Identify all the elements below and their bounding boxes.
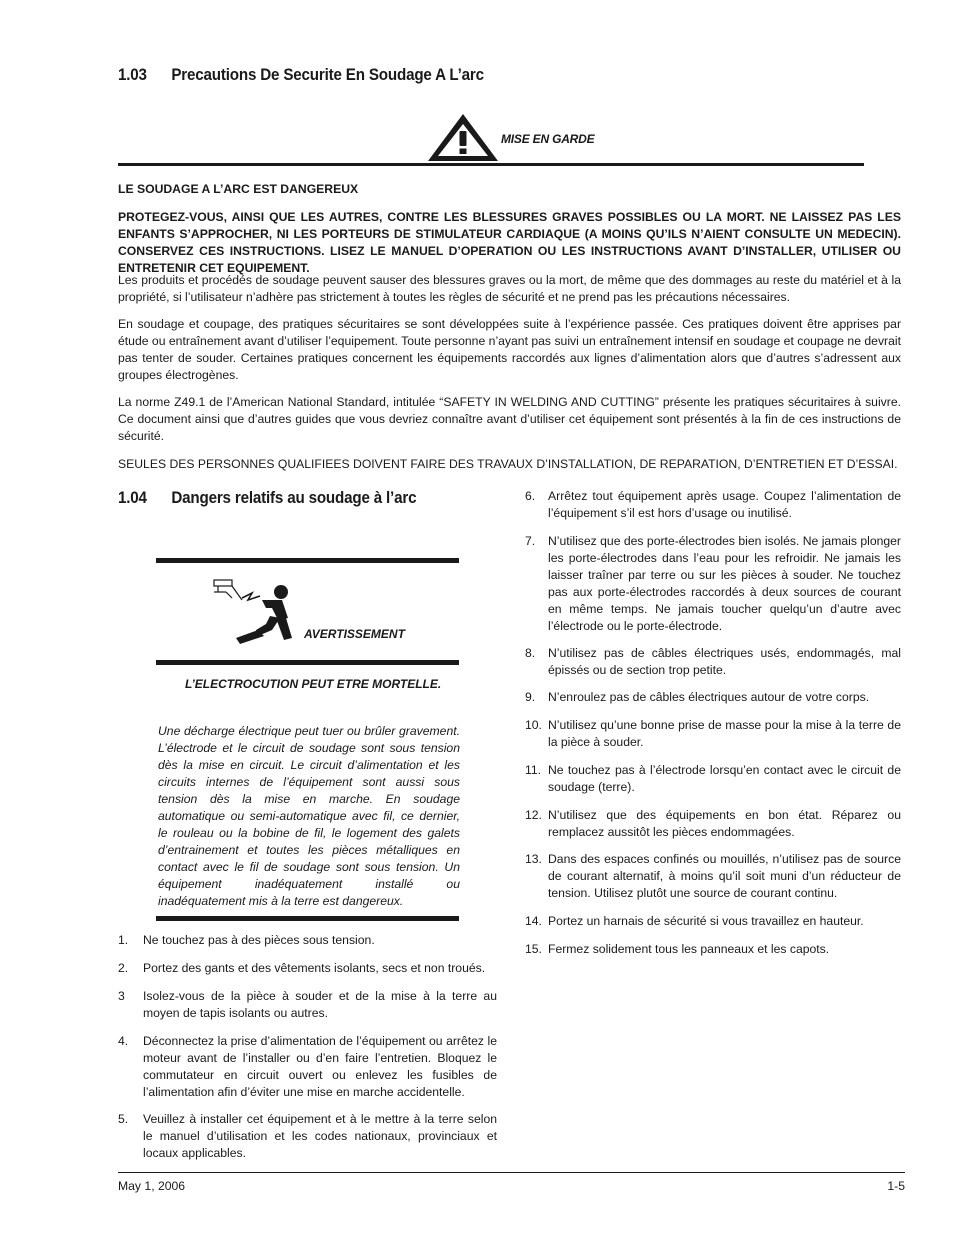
- list-text: Isolez-vous de la pièce à souder et de la mise à la terre au moyen de tapis isolants ou autres.: [143, 989, 497, 1020]
- list-text: Dans des espaces confinés ou mouillés, n’utilisez pas de source de courant alternatif, à moins qu’il soit muni d’un réducteur de tension. Utilisez plutôt une source de courant continu.: [548, 852, 901, 900]
- list-text: N’utilisez qu’une bonne prise de masse pour la mise à la terre de la pièce à souder.: [548, 718, 901, 749]
- list-text: N’enroulez pas de câbles électriques autour de votre corps.: [548, 690, 870, 704]
- list-text: Ne touchez pas à des pièces sous tension.: [143, 933, 375, 947]
- avertissement-label: AVERTISSEMENT: [304, 627, 405, 641]
- list-text: Portez un harnais de sécurité si vous travaillez en hauteur.: [548, 914, 864, 928]
- page-number: 1-5: [887, 1179, 905, 1193]
- warning-banner: [118, 112, 864, 170]
- section-number: 1.04: [118, 489, 147, 507]
- list-text: Ne touchez pas à l’électrode lorsqu’en contact avec le circuit de soudage (terre).: [548, 763, 901, 794]
- list-text: Fermez solidement tous les panneaux et les capots.: [548, 942, 830, 956]
- footer-rule: [118, 1172, 905, 1173]
- list-text: Portez des gants et des vêtements isolants, secs et non troués.: [143, 961, 486, 975]
- box-mid-rule: [156, 660, 459, 665]
- list-number: 1.: [118, 933, 129, 947]
- bold-warning-paragraph: PROTEGEZ-VOUS, AINSI QUE LES AUTRES, CONTRE LES BLESSURES GRAVES POSSIBLES OU LA MORT. NE LAISSEZ PAS LES ENFANTS S’APPROCHER, NI LES PORTEURS DE STIMULATEUR CARDIAQUE (A MOINS QU’ILS N’AIENT CONSULTE UN MEDECIN). CONSERVEZ CES INSTRUCTIONS. LISEZ LE MANUEL D’OPERATION OU LES INSTRUCTIONS AVANT D’INSTALLER, UTILISER OU ENTRETENIR CET EQUIPEMENT.: [118, 210, 901, 275]
- electrocution-title: L’ELECTROCUTION PEUT ETRE MORTELLE.: [185, 677, 442, 691]
- list-text: Déconnectez la prise d’alimentation de l’équipement ou arrêtez le moteur avant de l’installer ou d’en faire l’entretien. Bloquez le commutateur en circuit ouvert ou enlevez les fusibles de l’alimentation afin d’éviter une mise en marche accidentelle.: [143, 1034, 497, 1099]
- list-number: 4.: [118, 1034, 129, 1048]
- electrocution-body: Une décharge électrique peut tuer ou brûler gravement. L’électrode et le circuit de soudage sont sous tension dès la mise en circuit. Le circuit d’alimentation et les circuits internes de l’équipement sont aussi sous tension dès la mise en marche. En soudage automatique ou semi-automatique avec fil, ce dernier, le rouleau ou la bobine de fil, le logement des galets d’entrainement et toutes les pièces métalliques en contact avec le fil de soudage sont sous tension. Un équipement inadéquatement installé ou inadéquatement mis à la terre est dangereux.: [158, 724, 460, 908]
- list-text: Veuillez à installer cet équipement et à le mettre à la terre selon le manuel d’utilisation et les codes nationaux, provinciaux et locaux applicables.: [143, 1112, 497, 1160]
- list-text: N’utilisez pas de câbles électriques usés, endommagés, mal épissés ou de section trop petite.: [548, 646, 901, 677]
- paragraph: La norme Z49.1 de l’American National Standard, intitulée “SAFETY IN WELDING AND CUTTING” présente les pratiques sécuritaires à suivre. Ce document ainsi que d’autres guides que vous devriez connaître avant d’utiliser cet équipement sont présentés à la fin de ces instructions de sécurité.: [118, 395, 901, 443]
- list-number: 13.: [525, 852, 542, 866]
- list-number: 15.: [525, 942, 542, 956]
- list-number: 3: [118, 989, 125, 1003]
- box-bottom-rule: [156, 916, 459, 921]
- warning-label: MISE EN GARDE: [501, 132, 595, 146]
- list-text: N’utilisez que des équipements en bon état. Réparez ou remplacez aussitôt les pièces endommagées.: [548, 808, 901, 839]
- paragraph: Les produits et procédés de soudage peuvent sauser des blessures graves ou la mort, de même que des dommages au reste du matériel et à la propriété, si l’utilisateur n’adhère pas strictement à toutes les règles de sécurité et ne prend pas les précautions nécessaires.: [118, 273, 901, 304]
- list-number: 9.: [525, 690, 536, 704]
- section-103-heading: [118, 66, 484, 85]
- section-104-heading: [118, 489, 416, 508]
- list-number: 14.: [525, 914, 542, 928]
- footer-date: May 1, 2006: [118, 1179, 186, 1193]
- section-title: Precautions De Securite En Soudage A L’arc: [171, 66, 484, 84]
- section-number: 1.03: [118, 66, 147, 84]
- paragraph: En soudage et coupage, des pratiques sécuritaires se sont développées suite à l’expérience passée. Ces pratiques doivent être apprises par étude ou entraînement avant d’utiliser l’equipement. Toute personne n’ayant pas suivi un entraînement intensif en soudage et coupage ne devrait pas tenter de souder. Certaines pratiques concernent les équipements raccordés aux lignes d’alimentation alors que d’autres s’adressent aux groupes électrogènes.: [118, 317, 901, 382]
- list-number: 7.: [525, 534, 536, 548]
- list-number: 8.: [525, 646, 536, 660]
- warning-triangle-icon: [426, 112, 500, 162]
- list-number: 6.: [525, 489, 536, 503]
- list-number: 2.: [118, 961, 129, 975]
- list-text: N’utilisez que des porte-électrodes bien isolés. Ne jamais plonger les porte-électrodes dans l’eau pour les refroidir. Ne jamais les laisser traîner par terre ou sur les pièces à souder. Ne touchez pas aux porte-électrodes raccordés à deux sources de courant en même temps. Ne jamais toucher quelqu’un d’autre avec l’électrode ou le porte-électrode.: [548, 534, 901, 633]
- divider: [118, 163, 864, 166]
- box-top-rule: [156, 558, 459, 563]
- list-number: 11.: [525, 763, 542, 777]
- list-number: 10.: [525, 718, 542, 732]
- danger-heading: LE SOUDAGE A L’ARC EST DANGEREUX: [118, 182, 359, 196]
- electric-shock-icon: [212, 578, 298, 644]
- section-title: Dangers relatifs au soudage à l’arc: [171, 489, 417, 507]
- paragraph: SEULES DES PERSONNES QUALIFIEES DOIVENT FAIRE DES TRAVAUX D’INSTALLATION, DE REPARATION, D’ENTRETIEN ET D’ESSAI.: [118, 457, 898, 471]
- list-number: 5.: [118, 1112, 129, 1126]
- list-number: 12.: [525, 808, 542, 822]
- list-text: Arrêtez tout équipement après usage. Coupez l’alimentation de l’équipement s’il est hors d’usage ou inutilisé.: [548, 489, 901, 520]
